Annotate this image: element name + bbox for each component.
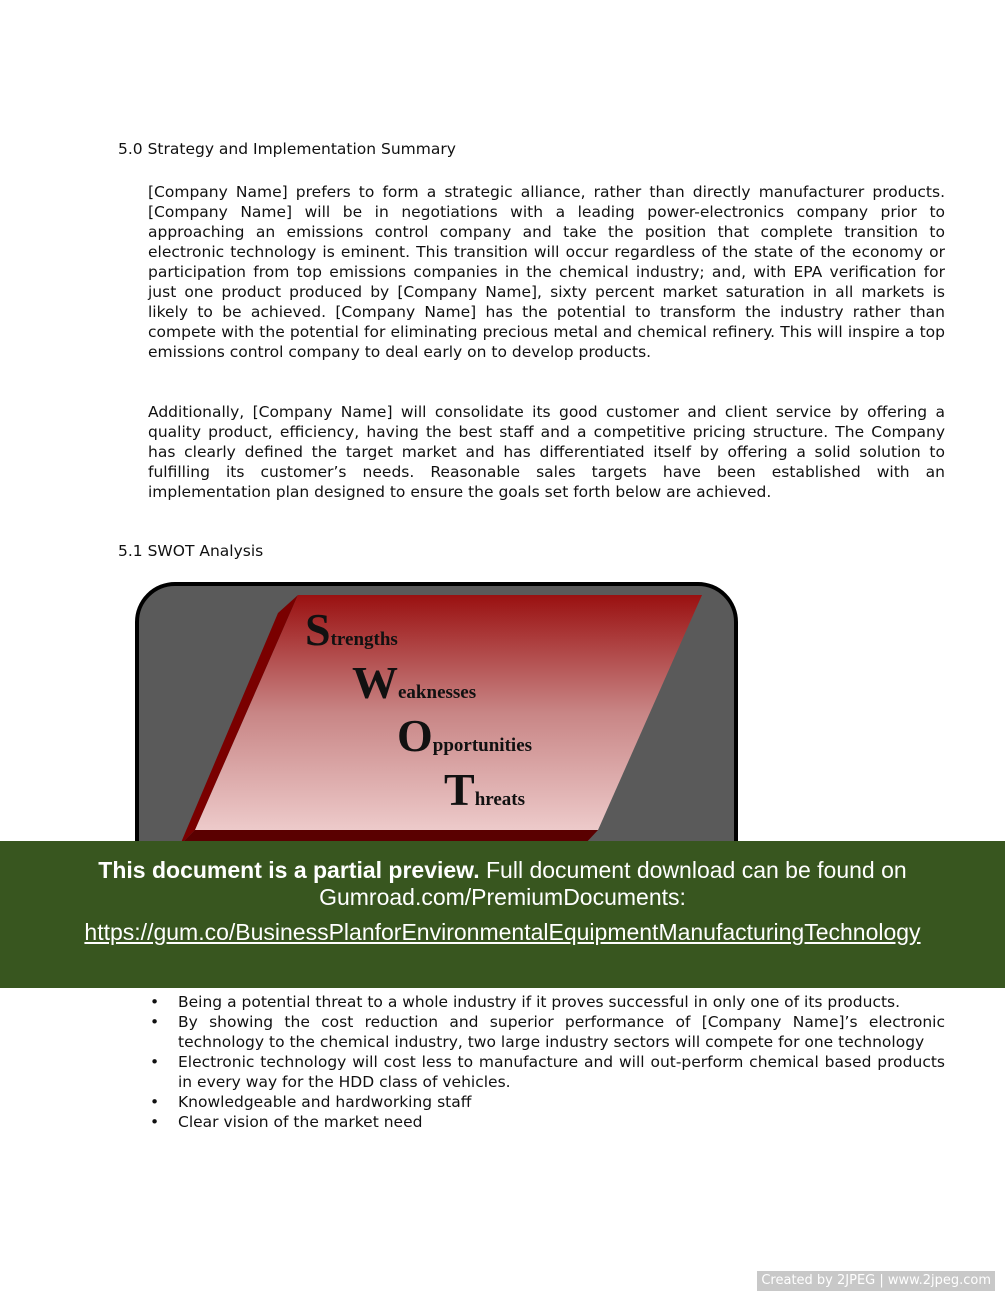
swot-strengths: Strengths bbox=[305, 604, 398, 655]
bullet-icon: • bbox=[150, 1053, 160, 1071]
paragraph-2: Additionally, [Company Name] will consolidate its good customer and client service by offering a quality product, efficiency, having the best staff and a competitive pricing structure. The Company has clearly defined the target market and has differentiated itself by offering a solid solution to fulfilling its customer’s needs. Reasonable sales targets have been established with an implementation plan designed to ensure the goals set forth below are achieved. bbox=[148, 403, 945, 501]
swot-threats: Threats bbox=[444, 764, 525, 815]
list-item-text: Electronic technology will cost less to manufacture and will out-perform chemical based products in every way for the HDD class of vehicles. bbox=[178, 1053, 945, 1091]
bullet-icon: • bbox=[150, 1093, 160, 1111]
section-heading-5-1: 5.1 SWOT Analysis bbox=[118, 542, 264, 560]
download-link[interactable]: https://gum.co/BusinessPlanforEnvironmentalEquipmentManufacturingTechnology bbox=[84, 919, 921, 945]
list-item-text: Being a potential threat to a whole industry if it proves successful in only one of its products. bbox=[178, 993, 901, 1011]
strengths-list bbox=[148, 992, 945, 1132]
watermark: Created by 2JPEG | www.2jpeg.com bbox=[757, 1271, 995, 1291]
list-item bbox=[148, 1012, 945, 1052]
bullet-icon: • bbox=[150, 993, 160, 1011]
list-item-text: Knowledgeable and hardworking staff bbox=[178, 1093, 472, 1111]
banner-text: Full document download can be found on bbox=[479, 857, 907, 883]
section-heading-5-0: 5.0 Strategy and Implementation Summary bbox=[118, 140, 456, 158]
list-item bbox=[148, 992, 945, 1012]
preview-banner bbox=[0, 841, 1005, 988]
bullet-icon: • bbox=[150, 1013, 160, 1031]
banner-line-2: Gumroad.com/PremiumDocuments: bbox=[319, 884, 686, 910]
list-item-text: By showing the cost reduction and superior performance of [Company Name]’s electronic technology to the chemical industry, two large industry sectors will compete for one technology bbox=[178, 1013, 945, 1051]
list-item bbox=[148, 1052, 945, 1092]
list-item bbox=[148, 1112, 945, 1132]
banner-bold-text: This document is a partial preview. bbox=[98, 857, 480, 883]
list-item bbox=[148, 1092, 945, 1112]
bullet-icon: • bbox=[150, 1113, 160, 1131]
swot-weaknesses: Weaknesses bbox=[352, 657, 477, 708]
swot-opportunities: Opportunities bbox=[397, 710, 533, 761]
paragraph-1: [Company Name] prefers to form a strategic alliance, rather than directly manufacturer products. [Company Name] will be in negotiations with a leading power-electronics company prior to approaching an emissions control company and take the position that complete transition to electronic technology is eminent. This transition will occur regardless of the state of the economy or participation from top emissions companies in the chemical industry; and, with EPA verification for just one product produced by [Company Name], sixty percent market saturation in all markets is likely to be achieved. [Company Name] has the potential to transform the industry rather than compete with the potential for eliminating precious metal and chemical refinery. This will inspire a top emissions control company to deal early on to develop products. bbox=[148, 183, 945, 361]
list-item-text: Clear vision of the market need bbox=[178, 1113, 423, 1131]
